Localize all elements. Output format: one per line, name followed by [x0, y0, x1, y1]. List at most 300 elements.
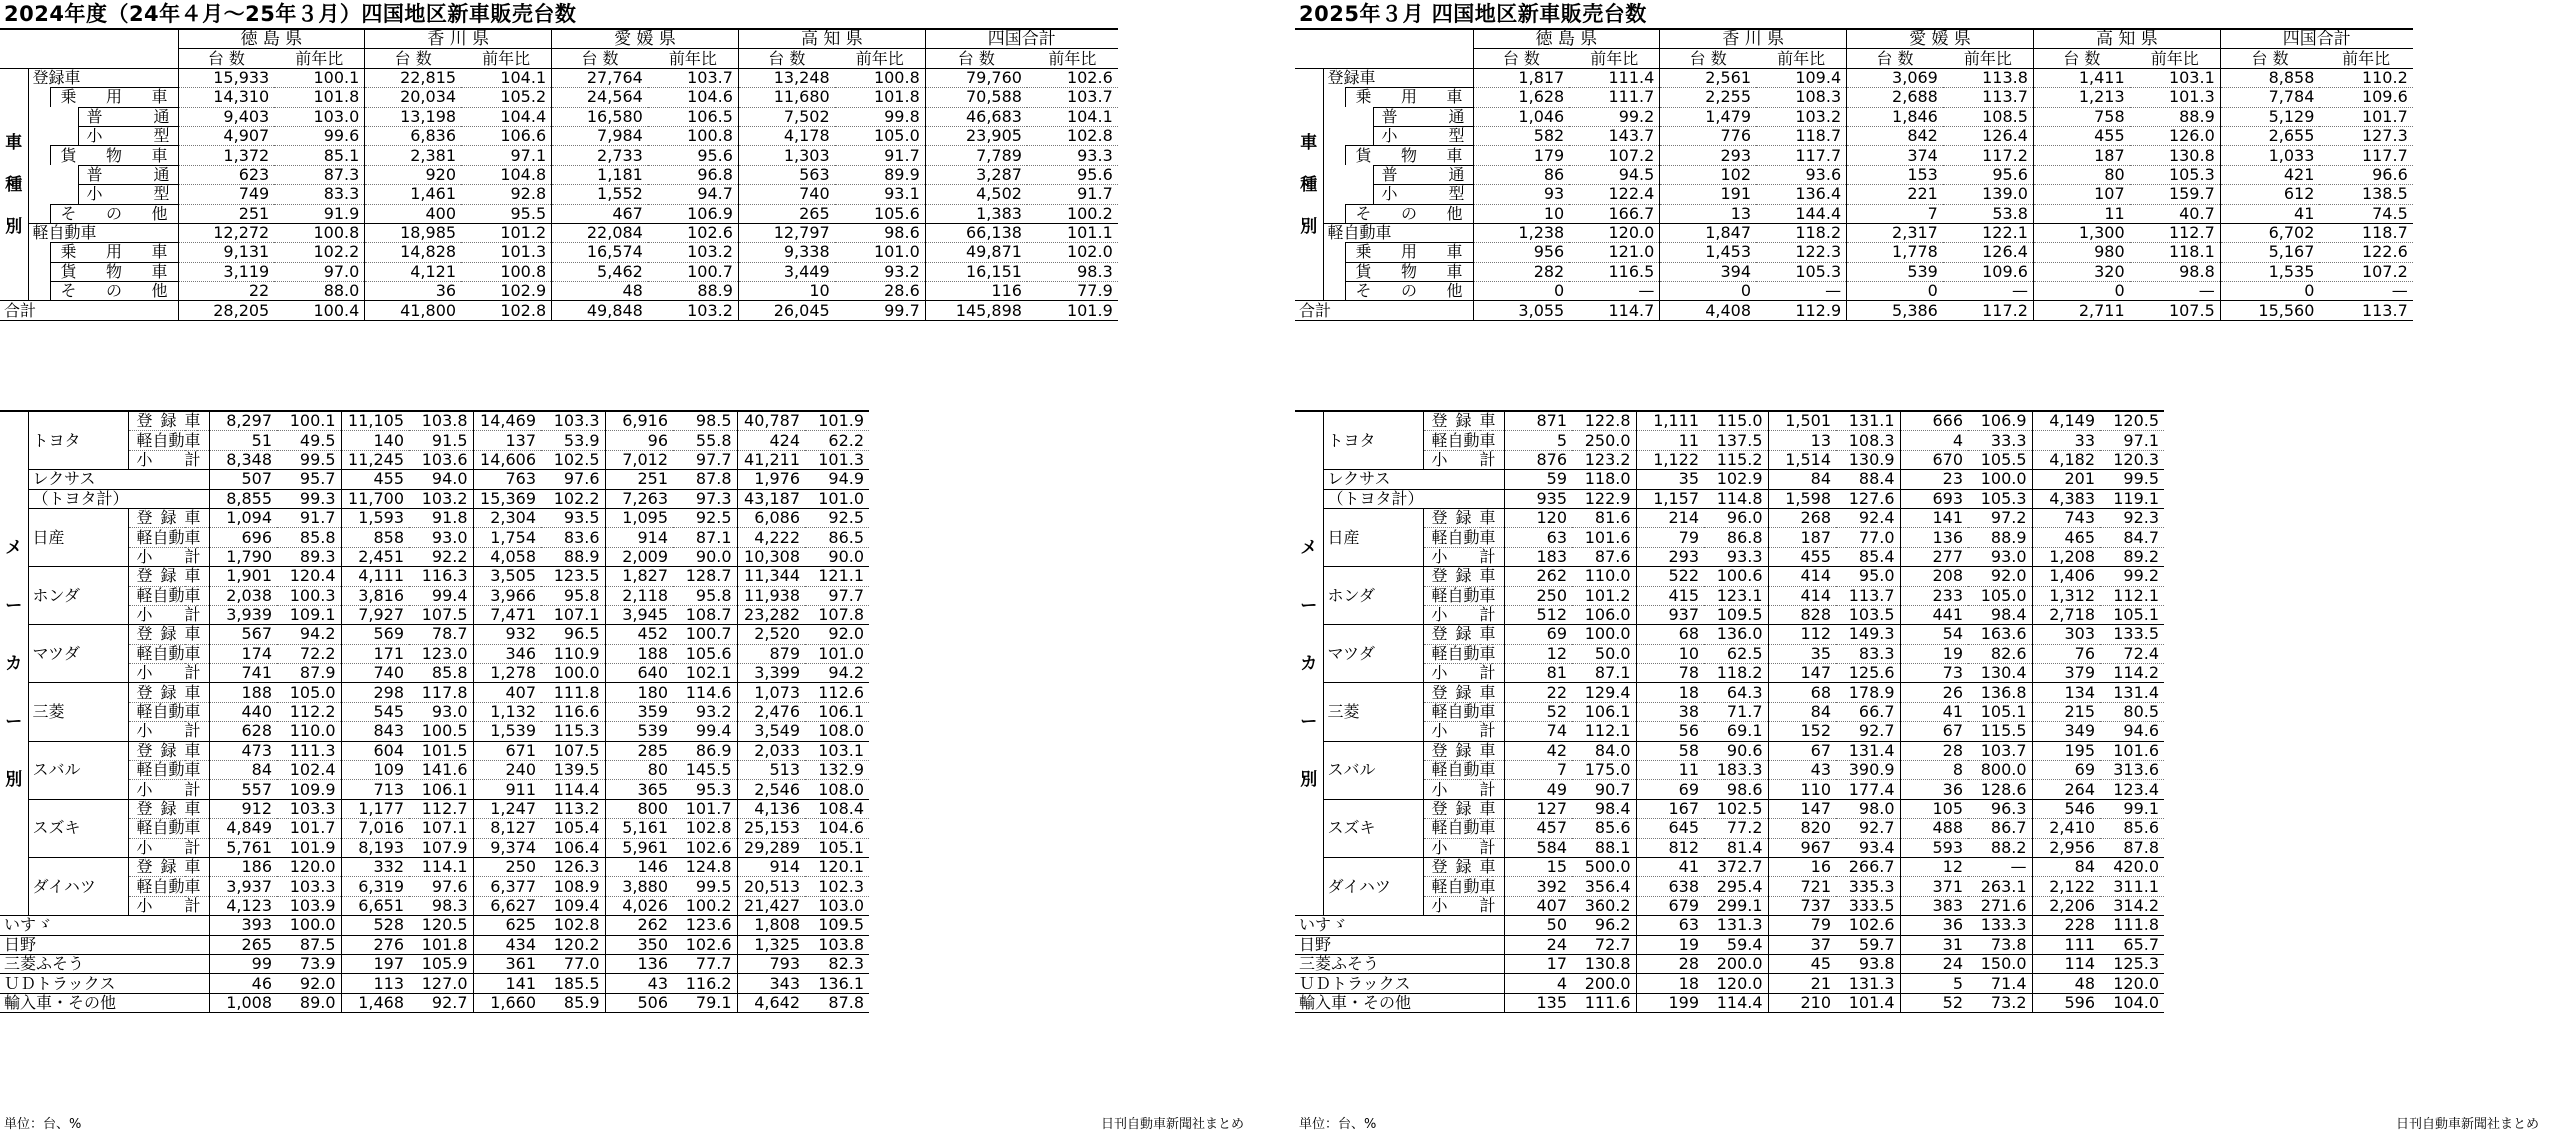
yoy-cell: 97.6: [541, 470, 605, 489]
yoy-cell: 97.7: [673, 450, 737, 469]
yoy-cell: 93.0: [409, 528, 473, 547]
yoy-cell: 100.5: [409, 722, 473, 741]
count-cell: 740: [341, 664, 409, 683]
yoy-cell: 101.7: [2319, 107, 2412, 126]
yoy-cell: 118.7: [2319, 223, 2412, 242]
count-cell: 539: [1847, 262, 1943, 281]
yoy-cell: 103.7: [1027, 88, 1118, 107]
count-cell: 1,300: [2033, 223, 2129, 242]
yoy-cell: 136.8: [1968, 683, 2032, 702]
yoy-cell: 90.0: [805, 547, 869, 566]
yoy-cell: —: [2319, 282, 2412, 301]
count-cell: 49,871: [925, 243, 1027, 262]
maker-row: [1295, 586, 2164, 605]
count-cell: 15: [1504, 857, 1572, 876]
yoy-cell: 120.5: [409, 916, 473, 935]
yoy-cell: 94.6: [2100, 722, 2164, 741]
count-cell: 2,118: [605, 586, 673, 605]
count-cell: 3,549: [737, 722, 805, 741]
yoy-cell: 107.8: [805, 605, 869, 624]
count-cell: 1,468: [341, 993, 409, 1012]
count-cell: 392: [1504, 877, 1572, 896]
count-cell: 1,008: [209, 993, 277, 1012]
count-header: 台 数: [1473, 49, 1569, 68]
type-row: [0, 262, 1118, 281]
count-cell: 4,136: [737, 799, 805, 818]
yoy-cell: 101.9: [277, 838, 341, 857]
yoy-cell: 105.2: [461, 88, 552, 107]
count-cell: 293: [1636, 547, 1704, 566]
type-row: [0, 185, 1118, 204]
yoy-cell: 314.2: [2100, 896, 2164, 915]
count-cell: 4,149: [2032, 411, 2100, 431]
yoy-cell: 106.9: [1968, 411, 2032, 431]
yoy-cell: 83.3: [274, 185, 365, 204]
count-cell: 5,161: [605, 819, 673, 838]
count-cell: 11: [2033, 204, 2129, 223]
yoy-cell: 120.3: [2100, 450, 2164, 469]
count-cell: 19: [1900, 644, 1968, 663]
yoy-cell: 102.8: [541, 916, 605, 935]
yoy-cell: 85.9: [541, 993, 605, 1012]
yoy-cell: 120.0: [277, 857, 341, 876]
unit-note: 単位：台、%: [1299, 1117, 1377, 1132]
yoy-cell: 101.0: [805, 644, 869, 663]
count-cell: 264: [2032, 780, 2100, 799]
count-cell: 298: [341, 683, 409, 702]
maker-row: [0, 450, 869, 469]
maker-row: [0, 954, 869, 973]
count-cell: 10: [1473, 204, 1569, 223]
yoy-cell: 177.4: [1836, 780, 1900, 799]
count-cell: 14,469: [473, 411, 541, 431]
count-cell: 6,377: [473, 877, 541, 896]
yoy-cell: 101.6: [2100, 741, 2164, 760]
yoy-header: 前年比: [2130, 49, 2221, 68]
row-label: 登録車: [128, 799, 209, 818]
count-cell: 140: [341, 431, 409, 450]
yoy-cell: 66.7: [1836, 702, 1900, 721]
yoy-cell: 95.3: [673, 780, 737, 799]
yoy-cell: 117.7: [2319, 146, 2412, 165]
yoy-cell: 95.6: [1027, 165, 1118, 184]
yoy-cell: 87.8: [805, 993, 869, 1012]
yoy-cell: 109.5: [805, 916, 869, 935]
yoy-cell: 53.8: [1943, 204, 2034, 223]
row-label: 小計: [1423, 664, 1504, 683]
count-cell: 1,660: [473, 993, 541, 1012]
count-cell: 967: [1768, 838, 1836, 857]
count-cell: 1,827: [605, 567, 673, 586]
maker-row: [0, 974, 869, 993]
count-cell: 110: [1768, 780, 1836, 799]
count-cell: 79: [1768, 916, 1836, 935]
yoy-cell: 106.1: [805, 702, 869, 721]
yoy-cell: 102.6: [673, 838, 737, 857]
yoy-cell: 97.7: [805, 586, 869, 605]
count-cell: 2,009: [605, 547, 673, 566]
count-cell: 81: [1504, 664, 1572, 683]
count-cell: 1,046: [1473, 107, 1569, 126]
count-cell: 2,956: [2032, 838, 2100, 857]
count-cell: 180: [605, 683, 673, 702]
type-label: 乗用車: [50, 88, 178, 107]
yoy-cell: 112.7: [409, 799, 473, 818]
count-header: 台 数: [365, 49, 461, 68]
count-cell: 441: [1900, 605, 1968, 624]
yoy-cell: 107.9: [409, 838, 473, 857]
yoy-cell: 110.0: [277, 722, 341, 741]
count-cell: 7,016: [341, 819, 409, 838]
count-cell: 1,383: [925, 204, 1027, 223]
count-cell: 455: [2033, 126, 2129, 145]
count-cell: 5,961: [605, 838, 673, 857]
count-cell: 153: [1847, 165, 1943, 184]
maker-row: [1295, 741, 2164, 760]
type-row: [1295, 185, 2413, 204]
yoy-cell: —: [1756, 282, 1847, 301]
yoy-cell: 266.7: [1836, 857, 1900, 876]
count-cell: 15,933: [178, 68, 274, 87]
count-cell: 195: [2032, 741, 2100, 760]
yoy-cell: 97.1: [461, 146, 552, 165]
yoy-cell: 100.1: [274, 68, 365, 87]
yoy-cell: 100.4: [274, 301, 365, 320]
yoy-cell: 127.3: [2319, 126, 2412, 145]
count-cell: 6,086: [737, 508, 805, 527]
count-cell: 96: [605, 431, 673, 450]
yoy-cell: 100.2: [1027, 204, 1118, 223]
count-cell: 120: [1504, 508, 1572, 527]
prefecture-header: 徳 島 県: [1473, 29, 1660, 49]
count-cell: 40,787: [737, 411, 805, 431]
count-cell: 763: [473, 470, 541, 489]
count-cell: 5,761: [209, 838, 277, 857]
count-cell: 36: [365, 282, 461, 301]
type-row: [1295, 165, 2413, 184]
count-cell: 567: [209, 625, 277, 644]
indent: [1323, 146, 1345, 165]
maker-row: [0, 683, 869, 702]
yoy-cell: 101.7: [277, 819, 341, 838]
count-cell: 174: [209, 644, 277, 663]
yoy-cell: 83.3: [1836, 644, 1900, 663]
count-cell: 1,157: [1636, 489, 1704, 508]
indent: [28, 126, 78, 145]
count-cell: 67: [1768, 741, 1836, 760]
yoy-cell: 123.1: [1704, 586, 1768, 605]
yoy-cell: 356.4: [1572, 877, 1636, 896]
yoy-cell: 98.4: [1968, 605, 2032, 624]
prefecture-header: 高 知 県: [2033, 29, 2220, 49]
indent: [28, 146, 50, 165]
maker-name: 三菱ふそう: [4, 954, 85, 974]
yoy-cell: 200.0: [1572, 974, 1636, 993]
yoy-cell: 40.7: [2130, 204, 2221, 223]
yoy-cell: 145.5: [673, 761, 737, 780]
count-cell: 250: [1504, 586, 1572, 605]
yoy-cell: 103.0: [274, 107, 365, 126]
count-cell: 1,278: [473, 664, 541, 683]
maker-row: [0, 741, 869, 760]
yoy-cell: 94.5: [1569, 165, 1660, 184]
type-label: その他: [50, 282, 178, 301]
count-cell: 1,552: [552, 185, 648, 204]
yoy-cell: 95.7: [277, 470, 341, 489]
yoy-cell: 122.4: [1569, 185, 1660, 204]
type-label: 登録車: [1327, 68, 1376, 87]
count-cell: 3,880: [605, 877, 673, 896]
count-cell: 332: [341, 857, 409, 876]
yoy-cell: 106.6: [461, 126, 552, 145]
yoy-cell: 93.0: [409, 702, 473, 721]
yoy-cell: 130.8: [1572, 954, 1636, 973]
row-label: 軽自動車: [128, 877, 209, 896]
maker-name: ＵＤトラックス: [4, 973, 116, 993]
maker-row: [0, 780, 869, 799]
yoy-cell: 94.2: [277, 625, 341, 644]
yoy-cell: 101.2: [461, 223, 552, 242]
yoy-cell: 102.4: [277, 761, 341, 780]
maker-name: ダイハツ: [32, 876, 96, 896]
row-label: 軽自動車: [128, 819, 209, 838]
yoy-cell: 90.7: [1572, 780, 1636, 799]
yoy-cell: 91.7: [277, 508, 341, 527]
yoy-cell: 93.3: [1027, 146, 1118, 165]
yoy-cell: —: [1943, 282, 2034, 301]
row-label: 登録車: [128, 625, 209, 644]
maker-row: [0, 877, 869, 896]
count-cell: 7,927: [341, 605, 409, 624]
yoy-cell: 105.3: [1756, 262, 1847, 281]
maker-row: [0, 644, 869, 663]
type-row: [1295, 88, 2413, 107]
count-cell: 3,945: [605, 605, 673, 624]
yoy-cell: 122.1: [1943, 223, 2034, 242]
count-cell: 26,045: [738, 301, 834, 320]
type-label: 乗用車: [1345, 88, 1473, 107]
count-cell: 2,451: [341, 547, 409, 566]
yoy-cell: 110.0: [1572, 567, 1636, 586]
yoy-cell: 104.1: [461, 68, 552, 87]
yoy-cell: 92.3: [2100, 508, 2164, 527]
count-cell: 2,122: [2032, 877, 2100, 896]
count-cell: 33: [2032, 431, 2100, 450]
yoy-cell: 125.6: [1836, 664, 1900, 683]
count-cell: 303: [2032, 625, 2100, 644]
prefecture-header: 四国合計: [2220, 29, 2413, 49]
yoy-cell: 71.4: [1968, 974, 2032, 993]
yoy-cell: 103.2: [1756, 107, 1847, 126]
yoy-cell: 99.2: [2100, 567, 2164, 586]
count-cell: 4,111: [341, 567, 409, 586]
yoy-cell: 271.6: [1968, 896, 2032, 915]
count-cell: 43: [1768, 761, 1836, 780]
yoy-cell: 93.3: [1704, 547, 1768, 566]
row-label: 軽自動車: [1423, 702, 1504, 721]
count-cell: 13,198: [365, 107, 461, 126]
yoy-cell: 114.1: [409, 857, 473, 876]
count-cell: 99: [209, 954, 277, 973]
maker-row: [0, 838, 869, 857]
count-cell: 26: [1900, 683, 1968, 702]
count-cell: 3,069: [1847, 68, 1943, 87]
type-label: 乗用車: [50, 243, 178, 262]
yoy-cell: 130.8: [2130, 146, 2221, 165]
yoy-cell: 53.9: [541, 431, 605, 450]
yoy-cell: 103.7: [648, 68, 739, 87]
count-cell: 15,560: [2220, 301, 2319, 320]
type-label: 貨物車: [50, 146, 178, 165]
maker-row: [0, 470, 869, 489]
count-cell: 8,193: [341, 838, 409, 857]
count-cell: 24: [1504, 935, 1572, 954]
maker-row: [1295, 761, 2164, 780]
maker-name: 輸入車・その他: [1299, 993, 1412, 1012]
yoy-cell: 87.8: [2100, 838, 2164, 857]
count-cell: 455: [341, 470, 409, 489]
count-cell: 4: [1900, 431, 1968, 450]
yoy-cell: 118.2: [1756, 223, 1847, 242]
yoy-cell: 132.9: [805, 761, 869, 780]
count-cell: 20,513: [737, 877, 805, 896]
count-cell: 11,344: [737, 567, 805, 586]
count-cell: 4,907: [178, 126, 274, 145]
count-cell: 11,680: [738, 88, 834, 107]
yoy-cell: 103.3: [277, 799, 341, 818]
count-cell: 29,289: [737, 838, 805, 857]
yoy-cell: 92.7: [1836, 722, 1900, 741]
yoy-cell: 126.3: [541, 857, 605, 876]
count-cell: 24,564: [552, 88, 648, 107]
count-cell: 74: [1504, 722, 1572, 741]
count-cell: 84: [209, 761, 277, 780]
yoy-cell: 130.4: [1968, 664, 2032, 683]
yoy-cell: 92.7: [1836, 819, 1900, 838]
yoy-cell: 360.2: [1572, 896, 1636, 915]
yoy-cell: 104.1: [1027, 107, 1118, 126]
yoy-cell: 126.4: [1943, 243, 2034, 262]
count-cell: 12,272: [178, 223, 274, 242]
count-cell: 2,546: [737, 780, 805, 799]
yoy-cell: 141.6: [409, 761, 473, 780]
yoy-cell: 111.8: [541, 683, 605, 702]
count-cell: 80: [2033, 165, 2129, 184]
type-label: 普通: [78, 107, 178, 126]
count-cell: 28: [1636, 954, 1704, 973]
yoy-cell: 123.4: [2100, 780, 2164, 799]
count-cell: 793: [737, 954, 805, 973]
count-header: 台 数: [552, 49, 648, 68]
yoy-cell: 97.0: [274, 262, 365, 281]
count-cell: 22: [1504, 683, 1572, 702]
yoy-cell: 103.0: [805, 896, 869, 915]
count-cell: 980: [2033, 243, 2129, 262]
indent: [28, 165, 78, 184]
maker-row: [0, 916, 869, 935]
yoy-header: 前年比: [1569, 49, 1660, 68]
count-cell: 713: [341, 780, 409, 799]
count-cell: 38: [1636, 702, 1704, 721]
count-cell: 1,514: [1768, 450, 1836, 469]
yoy-cell: 120.0: [2100, 974, 2164, 993]
count-cell: 9,374: [473, 838, 541, 857]
row-label: 小計: [1423, 605, 1504, 624]
count-cell: 0: [2033, 282, 2129, 301]
yoy-cell: 105.0: [1968, 586, 2032, 605]
yoy-cell: 105.1: [805, 838, 869, 857]
count-cell: 19: [1636, 935, 1704, 954]
count-cell: 467: [552, 204, 648, 223]
yoy-cell: 101.3: [461, 243, 552, 262]
maker-table: [1295, 410, 2164, 1013]
maker-row: [1295, 644, 2164, 663]
count-cell: 10: [738, 282, 834, 301]
row-label: 小計: [1423, 722, 1504, 741]
count-cell: 1,213: [2033, 88, 2129, 107]
yoy-cell: 89.3: [277, 547, 341, 566]
count-cell: 42: [1504, 741, 1572, 760]
count-cell: 545: [341, 702, 409, 721]
type-row: [0, 301, 1118, 320]
count-cell: 546: [2032, 799, 2100, 818]
yoy-cell: 139.5: [541, 761, 605, 780]
yoy-cell: 92.2: [409, 547, 473, 566]
count-cell: 3,937: [209, 877, 277, 896]
row-label: 登録車: [1423, 741, 1504, 760]
row-label: 登録車: [128, 683, 209, 702]
maker-name: いすゞ: [1299, 915, 1348, 935]
count-cell: 4,182: [2032, 450, 2100, 469]
yoy-cell: 133.3: [1968, 916, 2032, 935]
count-cell: 8,297: [209, 411, 277, 431]
count-cell: 1,208: [2032, 547, 2100, 566]
count-cell: 1,303: [738, 146, 834, 165]
count-cell: 13: [1768, 431, 1836, 450]
count-cell: 539: [605, 722, 673, 741]
yoy-cell: 143.7: [1569, 126, 1660, 145]
count-cell: 1,901: [209, 567, 277, 586]
yoy-cell: 88.9: [541, 547, 605, 566]
maker-name: マツダ: [1327, 643, 1375, 663]
source-note: 日刊自動車新聞社まとめ: [1100, 1117, 1244, 1132]
yoy-cell: 101.3: [2130, 88, 2221, 107]
count-cell: 4,383: [2032, 489, 2100, 508]
yoy-cell: 88.4: [1836, 470, 1900, 489]
maker-row: [1295, 664, 2164, 683]
count-cell: 201: [2032, 470, 2100, 489]
count-cell: 1,754: [473, 528, 541, 547]
yoy-cell: 100.8: [461, 262, 552, 281]
yoy-cell: 97.1: [2100, 431, 2164, 450]
count-cell: 1,238: [1473, 223, 1569, 242]
yoy-header: 前年比: [1943, 49, 2034, 68]
maker-name: マツダ: [32, 643, 80, 663]
count-cell: 2,476: [737, 702, 805, 721]
count-cell: 1,247: [473, 799, 541, 818]
count-cell: 0: [2220, 282, 2319, 301]
yoy-cell: 113.7: [2319, 301, 2412, 320]
count-cell: 66,138: [925, 223, 1027, 242]
count-cell: 828: [1768, 605, 1836, 624]
yoy-cell: 100.8: [835, 68, 926, 87]
maker-row: [1295, 838, 2164, 857]
count-cell: 111: [2032, 935, 2100, 954]
maker-name: （トヨタ計）: [32, 489, 129, 508]
count-cell: 693: [1900, 489, 1968, 508]
indent: [1323, 88, 1345, 107]
count-cell: 7,984: [552, 126, 648, 145]
